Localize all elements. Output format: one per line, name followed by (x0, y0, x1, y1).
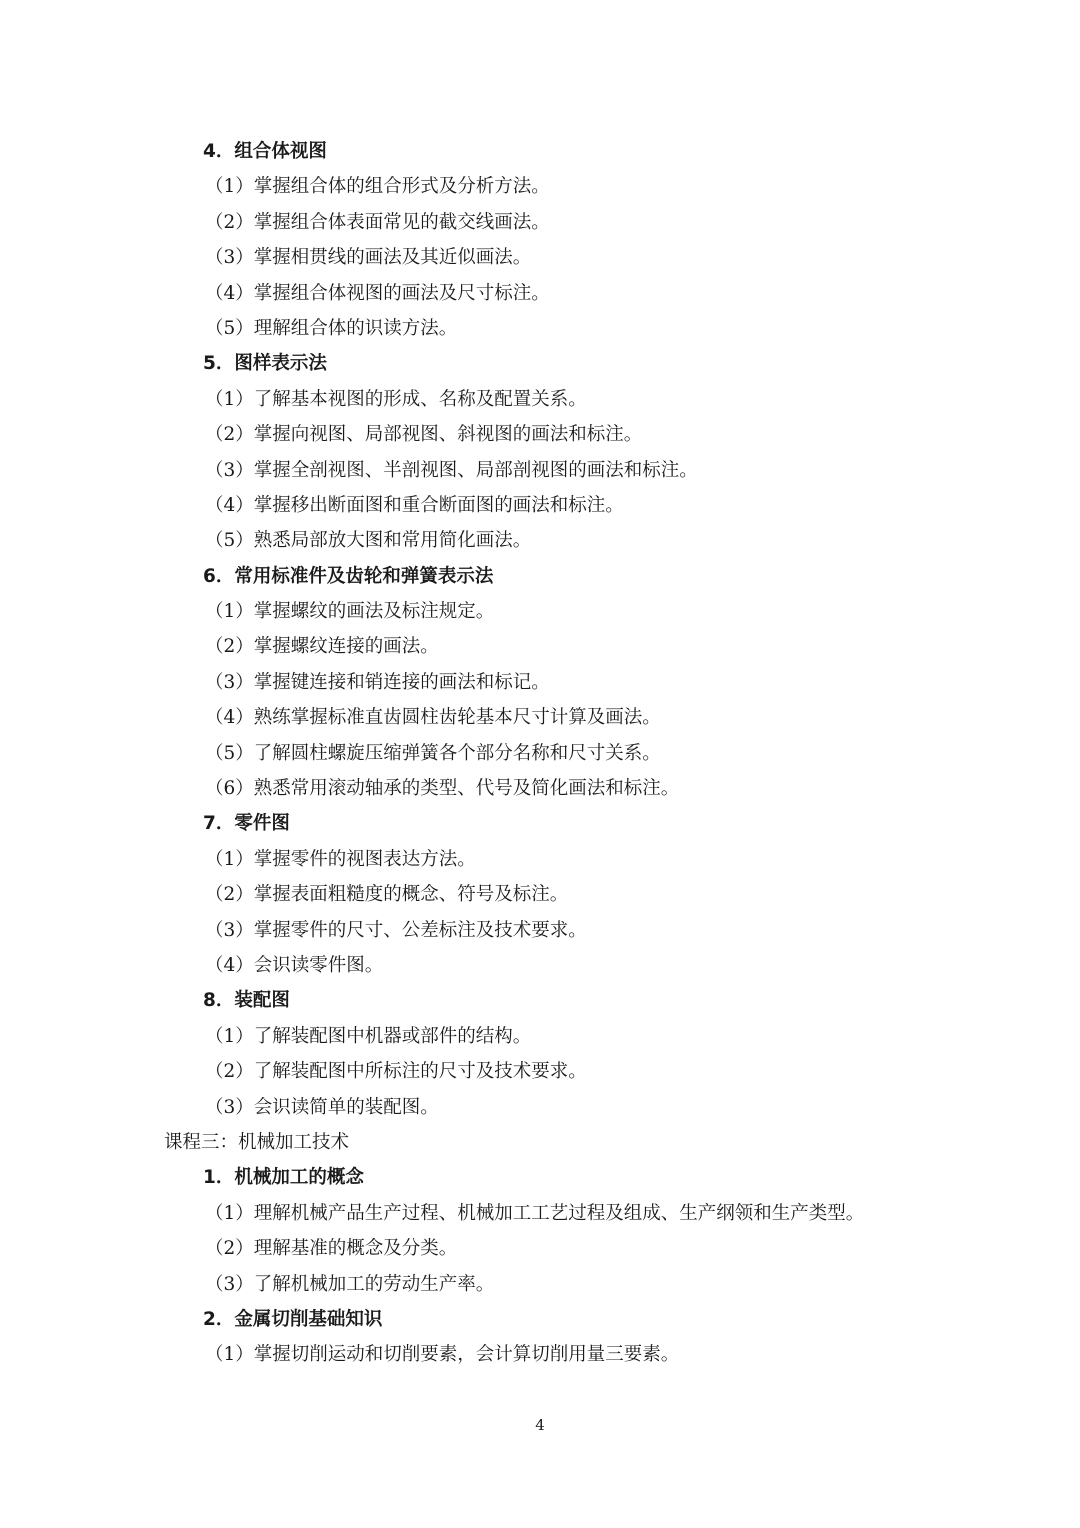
course3-section-heading-1: 1．机械加工的概念 (203, 1167, 364, 1189)
list-item: （3）掌握相贯线的画法及其近似画法。 (205, 247, 532, 269)
section-heading-6: 6．常用标准件及齿轮和弹簧表示法 (203, 565, 494, 587)
list-item: （4）熟练掌握标准直齿圆柱齿轮基本尺寸计算及画法。 (205, 707, 661, 729)
list-item: （1）了解装配图中机器或部件的结构。 (205, 1025, 532, 1047)
section-heading-8: 8．装配图 (203, 990, 290, 1012)
list-item: （5）理解组合体的识读方法。 (205, 317, 458, 339)
list-item: （1）掌握组合体的组合形式及分析方法。 (205, 176, 550, 198)
list-item: （3）掌握零件的尺寸、公差标注及技术要求。 (205, 919, 587, 941)
section-heading-4: 4．组合体视图 (203, 141, 327, 162)
list-item: （2）掌握螺纹连接的画法。 (205, 636, 439, 658)
list-item: （2）掌握组合体表面常见的截交线画法。 (205, 211, 550, 233)
list-item: （3）掌握全剖视图、半剖视图、局部剖视图的画法和标注。 (205, 459, 698, 481)
list-item: （4）掌握移出断面图和重合断面图的画法和标注。 (205, 494, 624, 516)
list-item: （4）会识读零件图。 (205, 954, 384, 976)
list-item: （3）了解机械加工的劳动生产率。 (205, 1273, 495, 1295)
list-item: （3）会识读简单的装配图。 (205, 1096, 439, 1118)
section-heading-7: 7．零件图 (203, 813, 290, 835)
list-item: （1）掌握螺纹的画法及标注规定。 (205, 601, 495, 623)
list-item: （3）掌握键连接和销连接的画法和标记。 (205, 671, 550, 693)
list-item: （2）掌握表面粗糙度的概念、符号及标注。 (205, 884, 569, 906)
list-item: （1）了解基本视图的形成、名称及配置关系。 (205, 388, 587, 410)
list-item: （4）掌握组合体视图的画法及尺寸标注。 (205, 282, 550, 304)
course3-section-heading-2: 2．金属切削基础知识 (203, 1308, 383, 1330)
section-heading-5: 5．图样表示法 (203, 353, 327, 375)
page-number: 4 (535, 1416, 545, 1434)
list-item: （2）掌握向视图、局部视图、斜视图的画法和标注。 (205, 424, 643, 446)
list-item: （1）掌握零件的视图表达方法。 (205, 848, 476, 870)
list-item: （5）了解圆柱螺旋压缩弹簧各个部分名称和尺寸关系。 (205, 742, 661, 764)
page-content (0, 134, 1080, 1373)
list-item: （1）理解机械产品生产过程、机械加工工艺过程及组成、生产纲领和生产类型。 (205, 1202, 865, 1224)
list-item: （2）理解基准的概念及分类。 (205, 1238, 458, 1260)
list-item: （1）掌握切削运动和切削要素，会计算切削用量三要素。 (205, 1344, 680, 1366)
list-item: （2）了解装配图中所标注的尺寸及技术要求。 (205, 1061, 587, 1083)
list-item: （6）熟悉常用滚动轴承的类型、代号及简化画法和标注。 (205, 778, 680, 800)
course-title: 课程三：机械加工技术 (164, 1131, 350, 1153)
list-item: （5）熟悉局部放大图和常用简化画法。 (205, 530, 532, 552)
